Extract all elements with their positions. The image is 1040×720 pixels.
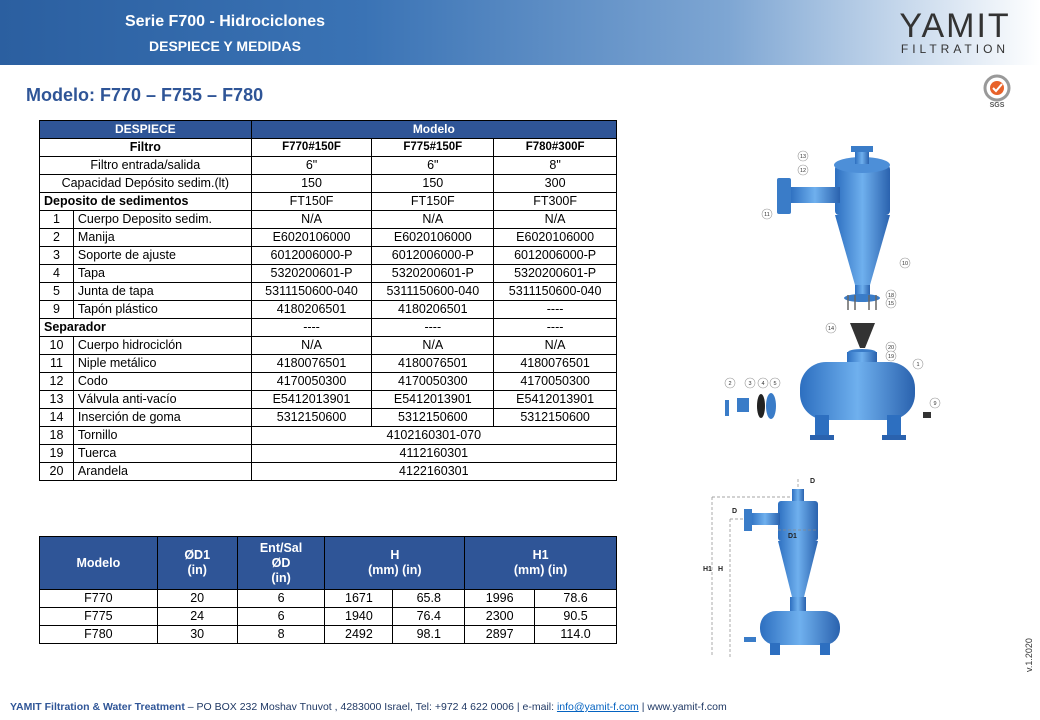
svg-text:4: 4 xyxy=(761,381,765,387)
svg-text:1: 1 xyxy=(916,362,920,368)
svg-text:D: D xyxy=(732,508,738,515)
svg-text:14: 14 xyxy=(827,326,835,332)
svg-text:H: H xyxy=(718,566,724,573)
table-row: Capacidad Depósito sedim.(lt) 150 150 300 xyxy=(40,175,617,193)
page-subtitle: DESPIECE Y MEDIDAS xyxy=(149,38,301,54)
yamit-logo: YAMIT FILTRATION xyxy=(899,7,1011,56)
model-col: F780#300F xyxy=(494,139,617,157)
table-row: 4 Tapa 5320200601-P 5320200601-P 5320200601-P xyxy=(40,265,617,283)
svg-text:19: 19 xyxy=(887,354,895,360)
svg-text:11: 11 xyxy=(764,212,770,218)
table-row: F780 30 8 2492 98.1 2897 114.0 xyxy=(40,626,617,644)
email-link[interactable]: info@yamit-f.com xyxy=(556,701,639,713)
parts-header-left: DESPIECE xyxy=(40,121,252,139)
svg-text:13: 13 xyxy=(799,154,807,160)
svg-text:D: D xyxy=(810,478,816,485)
footer: YAMIT Filtration & Water Treatment – PO BOX 232 Moshav Tnuvot , 4283000 Israel, Tel: +972 4 622 0006 | e-mail: info@yamit-f.com | www.yamit-f.com xyxy=(10,701,727,713)
dimensions-table: Modelo ØD1 (in) Ent/Sal ØD (in) H (mm) (in) H1 (mm) (in) F770 20 6 1671 65.8 1996 78.6 F775 24 6 1940 76.4 2300 90.5 F780 30 8 2492 98.1 2897 114.0 xyxy=(39,536,617,644)
parts-header-right: Modelo xyxy=(251,121,616,139)
svg-text:H1: H1 xyxy=(703,566,712,573)
page-title: Serie F700 - Hidrociclones xyxy=(124,13,326,30)
table-row: 19 Tuerca 4112160301 xyxy=(40,445,617,463)
svg-text:SGS: SGS xyxy=(989,102,1005,108)
filter-label: Filtro xyxy=(40,139,252,157)
table-row: 20 Arandela 4122160301 xyxy=(40,463,617,481)
table-row: 10 Cuerpo hidrociclón N/A N/A N/A xyxy=(40,337,617,355)
table-row: 1 Cuerpo Deposito sedim. N/A N/A N/A xyxy=(40,211,617,229)
section-row: Deposito de sedimentos FT150F FT150F FT300F xyxy=(40,193,617,211)
svg-text:18: 18 xyxy=(887,293,895,299)
version-label: v.1.2020 xyxy=(1024,638,1034,672)
model-col: F775#150F xyxy=(372,139,494,157)
header-banner xyxy=(0,0,1040,65)
svg-text:10: 10 xyxy=(901,261,909,267)
model-col: F770#150F xyxy=(251,139,372,157)
table-row: 5 Junta de tapa 5311150600-040 5311150600-040 5311150600-040 xyxy=(40,283,617,301)
table-row: 2 Manija E6020106000 E6020106000 E6020106000 xyxy=(40,229,617,247)
table-row: 13 Válvula anti-vacío E5412013901 E5412013901 E5412013901 xyxy=(40,391,617,409)
table-row: 12 Codo 4170050300 4170050300 4170050300 xyxy=(40,373,617,391)
exploded-view-diagram xyxy=(715,140,945,450)
table-row: 9 Tapón plástico 4180206501 4180206501 ---- xyxy=(40,301,617,319)
table-row: F775 24 6 1940 76.4 2300 90.5 xyxy=(40,608,617,626)
sgs-certification-icon xyxy=(978,74,1016,108)
parts-table xyxy=(39,120,617,481)
dimension-drawing xyxy=(700,475,860,660)
table-row: Filtro entrada/salida 6" 6" 8" xyxy=(40,157,617,175)
svg-text:D1: D1 xyxy=(788,533,797,540)
section-row: Separador ---- ---- ---- xyxy=(40,319,617,337)
svg-text:3: 3 xyxy=(748,381,752,387)
svg-text:12: 12 xyxy=(799,168,807,174)
table-row: 11 Niple metálico 4180076501 4180076501 4180076501 xyxy=(40,355,617,373)
svg-text:9: 9 xyxy=(933,401,937,407)
table-row: F770 20 6 1671 65.8 1996 78.6 xyxy=(40,590,617,608)
model-title: Modelo: F770 – F755 – F780 xyxy=(26,85,264,105)
table-row: 18 Tornillo 4102160301-070 xyxy=(40,427,617,445)
svg-text:15: 15 xyxy=(887,301,895,307)
svg-text:2: 2 xyxy=(728,381,732,387)
svg-text:5: 5 xyxy=(773,381,777,387)
table-row: 14 Inserción de goma 5312150600 5312150600 5312150600 xyxy=(40,409,617,427)
table-row: 3 Soporte de ajuste 6012006000-P 6012006000-P 6012006000-P xyxy=(40,247,617,265)
svg-text:20: 20 xyxy=(887,345,895,351)
